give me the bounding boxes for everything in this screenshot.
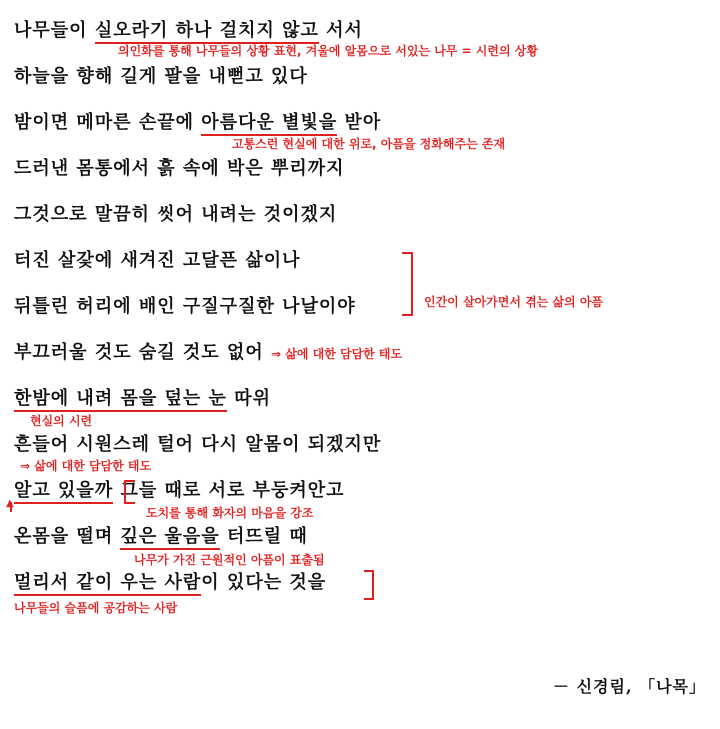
poem-line-12: [14, 526, 308, 548]
annotation-personification: 의인화를 통해 나무들의 상황 표현, 겨울에 알몸으로 서있는 나무 = 시련의 상황: [118, 44, 538, 58]
poem-line-7: 뒤틀린 허리에 배인 구질구질한 나날이야: [14, 296, 356, 317]
line-text: 그들 때로 서로 부둥켜안고: [113, 480, 345, 501]
poem-line-4: 드러낸 몸통에서 흙 속에 박은 뿌리까지: [14, 158, 345, 179]
poem-line-5: 그것으로 말끔히 씻어 내려는 것이겠지: [14, 204, 338, 225]
underlined-phrase: 아름다운 별빛을: [201, 112, 337, 136]
line-text: 나무들이: [14, 20, 95, 41]
line-text: 온몸을 떨며: [14, 526, 121, 547]
poem-line-2: 하늘을 향해 길게 팔을 내뻗고 있다: [14, 66, 308, 87]
line-text: 밤이면 메마른 손끝에: [14, 112, 202, 133]
underlined-phrase: 알고 있을까: [14, 480, 113, 504]
line-text: 따위: [226, 388, 271, 409]
poem-line-8: [14, 342, 402, 365]
up-arrow-icon: ▲: [6, 498, 14, 509]
annotation-reality-trial: 현실의 시련: [30, 414, 93, 428]
annotation-life-pain: 인간이 살아가면서 겪는 삶의 아픔: [424, 295, 604, 309]
underlined-phrase: 깊은 울음을: [120, 526, 219, 550]
underlined-phrase: 한밤에 내려 몸을 덮는 눈: [14, 388, 227, 412]
underlined-phrase: 멀리서 같이 우는 사람: [14, 572, 201, 596]
poem-line-13: [14, 572, 326, 594]
poem-line-11: [14, 480, 345, 502]
bracket-last-line: [364, 570, 374, 600]
line-text: 서서: [318, 20, 363, 41]
annotation-calm-attitude: ⇒ 삶에 대한 담담한 태도: [271, 347, 403, 361]
annotation-empathy: 나무들의 슬픔에 공감하는 사람: [14, 601, 178, 615]
annotation-comfort: 고통스런 현실에 대한 위로, 아픔을 정화해주는 존재: [232, 137, 506, 151]
line-text: 이 있다는 것을: [201, 572, 327, 593]
poem-line-6: 터진 살갗에 새겨진 고달픈 삶이나: [14, 250, 301, 271]
annotation-calm-attitude-2: ⇒ 삶에 대한 담담한 태도: [20, 459, 152, 473]
inversion-bracket: [124, 480, 135, 504]
poem-line-10: 흔들어 시원스레 털어 다시 알몸이 되겠지만: [14, 434, 382, 455]
annotation-fundamental-pain: 나무가 가진 근원적인 아픔이 표출됨: [134, 553, 325, 567]
line-text: 받아: [337, 112, 382, 133]
bracket-life-pain: [402, 252, 413, 316]
poem-source: － 신경림, 「나목」: [553, 677, 706, 696]
underlined-phrase: 실오라기 하나 걸치지 않고: [95, 20, 319, 44]
line-text: 터뜨릴 때: [219, 526, 308, 547]
poem-line-1: [14, 20, 363, 42]
poem-line-3: [14, 112, 381, 134]
annotation-inversion: 도치를 통해 화자의 마음을 강조: [146, 506, 314, 520]
line-text: 부끄러울 것도 숨길 것도 없어: [14, 342, 264, 363]
poem-line-9: [14, 388, 271, 410]
